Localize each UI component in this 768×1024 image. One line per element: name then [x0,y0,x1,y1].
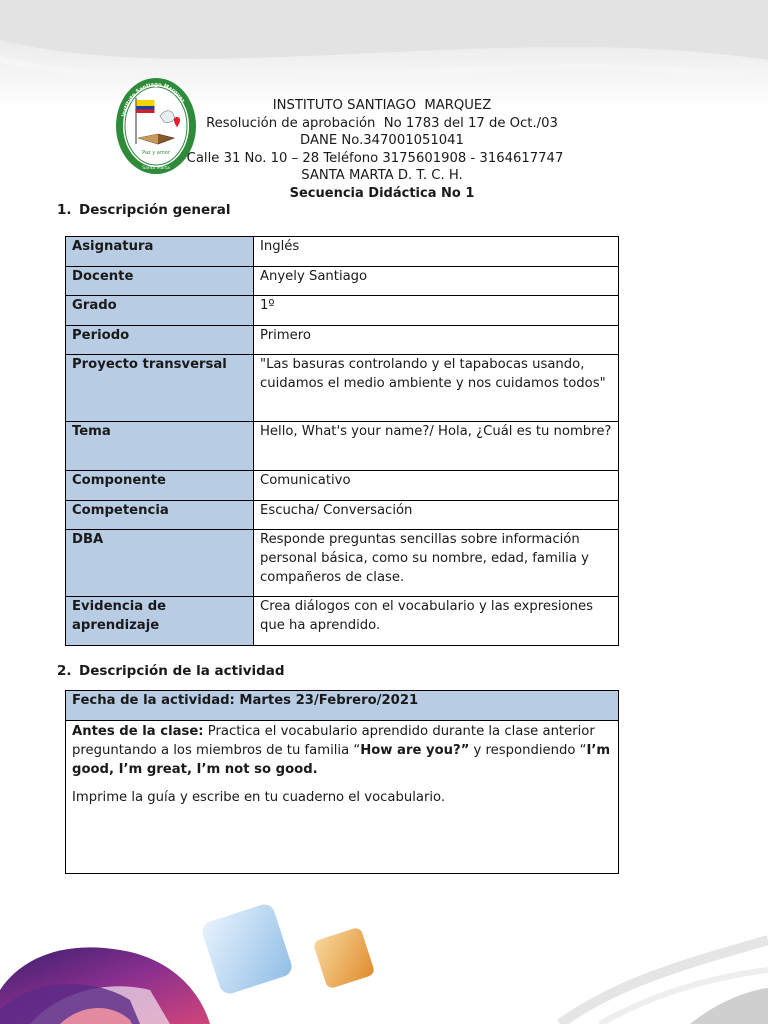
bottom-decoration [0,880,768,1024]
before-class-label: Antes de la clase: [72,724,204,739]
activity-body-row [66,721,619,874]
row-label: DBA [66,530,254,597]
table-row [66,422,619,471]
row-label: Competencia [66,501,254,530]
section-1-title: Descripción general [79,202,231,218]
activity-table [65,690,619,874]
svg-text:Santa Marta: Santa Marta [142,166,170,171]
activity-date-row [66,691,619,721]
address-line: Calle 31 No. 10 – 28 Teléfono 3175601908 - 3164617747 [186,150,564,166]
row-value: Primero [254,326,619,355]
table-row [66,471,619,501]
section-2-title: Descripción de la actividad [79,663,285,679]
instruction-paragraph: Imprime la guía y escribe en tu cuaderno el vocabulario. [72,790,446,806]
activity-body [66,721,619,874]
table-row [66,326,619,355]
row-value: Responde preguntas sencillas sobre información personal básica, como su nombre, edad, familia y compañeros de clase. [254,530,619,597]
table-row [66,597,619,646]
svg-text:Instituto Santiago Marquez: Instituto Santiago Marquez [120,81,186,118]
section-2-number: 2. [57,663,72,679]
row-value: Comunicativo [254,471,619,501]
before-class-bold-2: I’m good, I’m great, I’m not so good. [72,742,611,777]
row-label: Asignatura [66,237,254,267]
table-row [66,355,619,422]
document-header [180,97,584,203]
row-value: Inglés [254,237,619,267]
row-label: Docente [66,267,254,296]
row-label: Evidencia de aprendizaje [66,597,254,646]
row-value: Crea diálogos con el vocabulario y las expresiones que ha aprendido. [254,597,619,646]
sequence-title: Secuencia Didáctica No 1 [289,185,475,201]
row-label: Tema [66,422,254,471]
before-class-bold-1: How are you?” [360,742,470,758]
before-class-text-2: y respondiendo “ [469,742,587,758]
resolution-line: Resolución de aprobación No 1783 del 17 de Oct./03 [206,115,558,131]
general-description-table [65,236,619,646]
city-line: SANTA MARTA D. T. C. H. [301,168,463,184]
section-1-number: 1. [57,202,72,218]
before-class-text-1: Practica el vocabulario aprendido durante la clase anterior preguntando a los miembros de tu familia “ [72,724,595,758]
section-2-heading [57,663,285,679]
activity-date: Fecha de la actividad: Martes 23/Febrero/2021 [66,691,619,721]
table-row [66,267,619,296]
row-value: 1º [254,296,619,326]
row-label: Grado [66,296,254,326]
row-label: Componente [66,471,254,501]
institution-name: INSTITUTO SANTIAGO MARQUEZ [272,98,492,113]
before-class-paragraph [72,723,612,779]
dane-line: DANE No.347001051041 [300,133,464,149]
svg-text:Paz y amor: Paz y amor [142,150,170,156]
table-row [66,501,619,530]
row-value: Hello, What's your name?/ Hola, ¿Cuál es tu nombre? [254,422,619,471]
row-value: Anyely Santiago [254,267,619,296]
table-row [66,237,619,267]
row-label: Proyecto transversal [66,355,254,422]
row-label: Periodo [66,326,254,355]
section-1-heading [57,202,231,218]
table-row [66,296,619,326]
row-value: "Las basuras controlando y el tapabocas usando, cuidamos el medio ambiente y nos cuidamos todos" [254,355,619,422]
row-value: Escucha/ Conversación [254,501,619,530]
table-row [66,530,619,597]
